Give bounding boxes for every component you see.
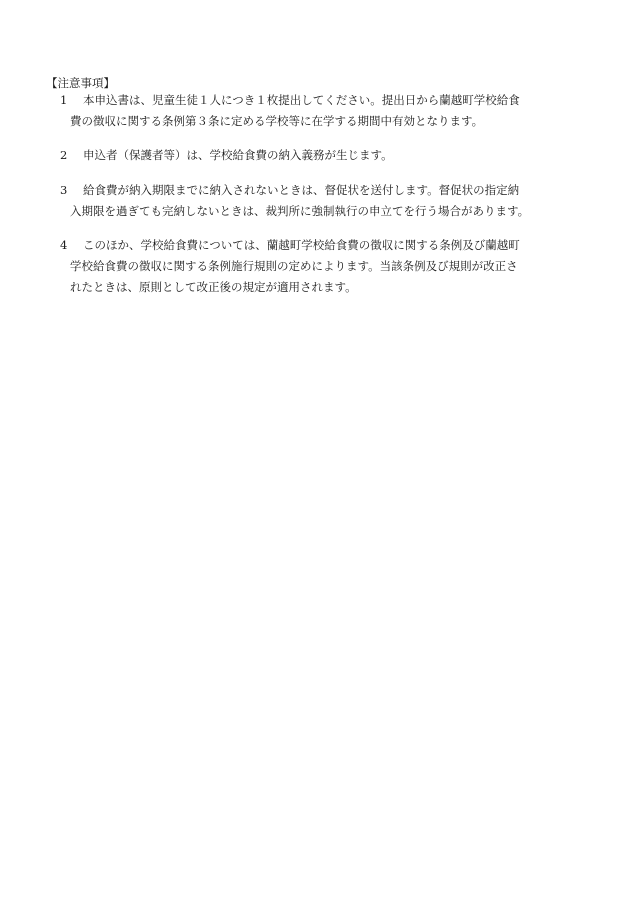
note-text: 給食費が納入期限までに納入されないときは、督促状を送付します。督促状の指定納 [83,183,520,197]
note-item-2 [60,145,590,166]
note-item-4 [60,235,590,298]
note-continuation-line: 学校給食費の徴収に関する条例施行規則の定めによります。当該条例及び規則が改正さ [70,259,518,273]
note-text: 申込者（保護者等）は、学校給食費の納入義務が生じます。 [83,148,393,162]
note-first-line [60,145,590,166]
note-number: 2 [60,148,68,162]
note-number: 4 [60,238,68,252]
note-number: 3 [60,183,68,197]
note-continuation-line: 費の徴収に関する条例第３条に定める学校等に在学する期間中有効となります。 [70,114,484,128]
note-continuation-line: れたときは、原則として改正後の規定が適用されます。 [70,280,357,294]
notes-heading: 【注意事項】 [46,76,115,90]
note-first-line [60,180,590,201]
note-text: 本申込書は、児童生徒１人につき１枚提出してください。提出日から蘭越町学校給食 [83,93,520,107]
note-first-line [60,90,590,111]
note-continuation-line: 入期限を過ぎても完納しないときは、裁判所に強制執行の申立てを行う場合があります。 [70,204,530,218]
note-first-line [60,235,590,256]
note-item-3 [60,180,590,222]
note-text: このほか、学校給食費については、蘭越町学校給食費の徴収に関する条例及び蘭越町 [83,238,520,252]
note-number: 1 [60,93,68,107]
note-item-1 [60,90,590,132]
